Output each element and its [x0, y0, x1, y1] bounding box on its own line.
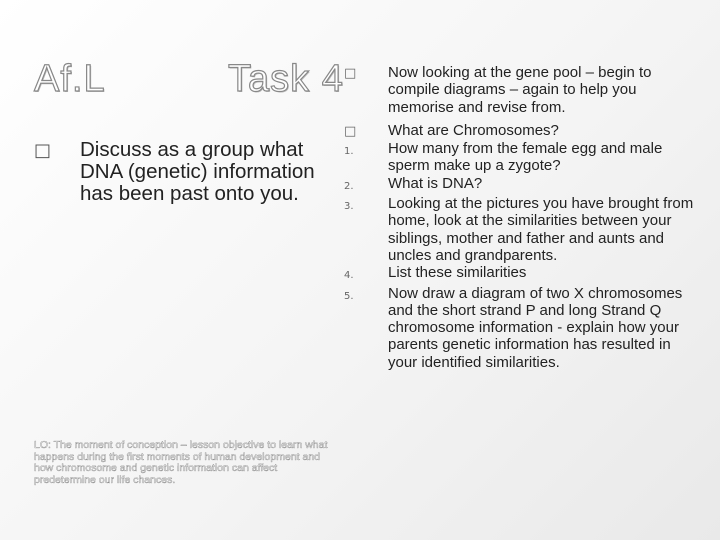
list-number: 1. [344, 146, 354, 158]
square-bullet-icon: □ [34, 140, 52, 161]
afl-title: Af.L [34, 58, 106, 100]
lesson-objective: LO: The moment of conception – lesson objective to learn what happens during the first moments of human development and how chromosome and genetic information can affect predetermine our life chances. [34, 439, 328, 486]
discussion-prompt: Discuss as a group what DNA (genetic) information has been past onto you. [80, 138, 315, 205]
list-item-text: Now draw a diagram of two X chromosomes and the short strand P and long Strand Q chromosome information - explain how your parents genetic information has resulted in your identified similarities. [388, 284, 683, 371]
square-bullet-icon: □ [344, 66, 357, 81]
list-number: 5. [344, 290, 354, 302]
task-list [344, 64, 694, 371]
list-item [344, 122, 694, 140]
list-item-text: What are Chromosomes? [388, 121, 559, 139]
list-item-text: Now looking at the gene pool – begin to compile diagrams – again to help you memorise and revise from. [388, 64, 652, 116]
square-bullet-icon: □ [344, 123, 357, 139]
list-item [344, 140, 694, 175]
list-item [344, 175, 694, 195]
list-item [344, 285, 694, 371]
list-item-text: What is DNA? [388, 174, 483, 192]
task-title: Task 4 [228, 58, 344, 100]
list-number: 4. [344, 270, 354, 282]
list-item-text: How many from the female egg and male sperm make up a zygote? [388, 140, 663, 175]
list-item-text: List these similarities [388, 264, 527, 282]
list-number: 3. [344, 201, 354, 213]
list-item [344, 64, 694, 116]
list-item [344, 264, 694, 284]
list-item-text: Looking at the pictures you have brought from home, look at the similarities between your siblings, mother and father and aunts and uncles and grandparents. [388, 195, 694, 264]
list-number: 2. [344, 180, 354, 192]
list-item [344, 195, 694, 264]
